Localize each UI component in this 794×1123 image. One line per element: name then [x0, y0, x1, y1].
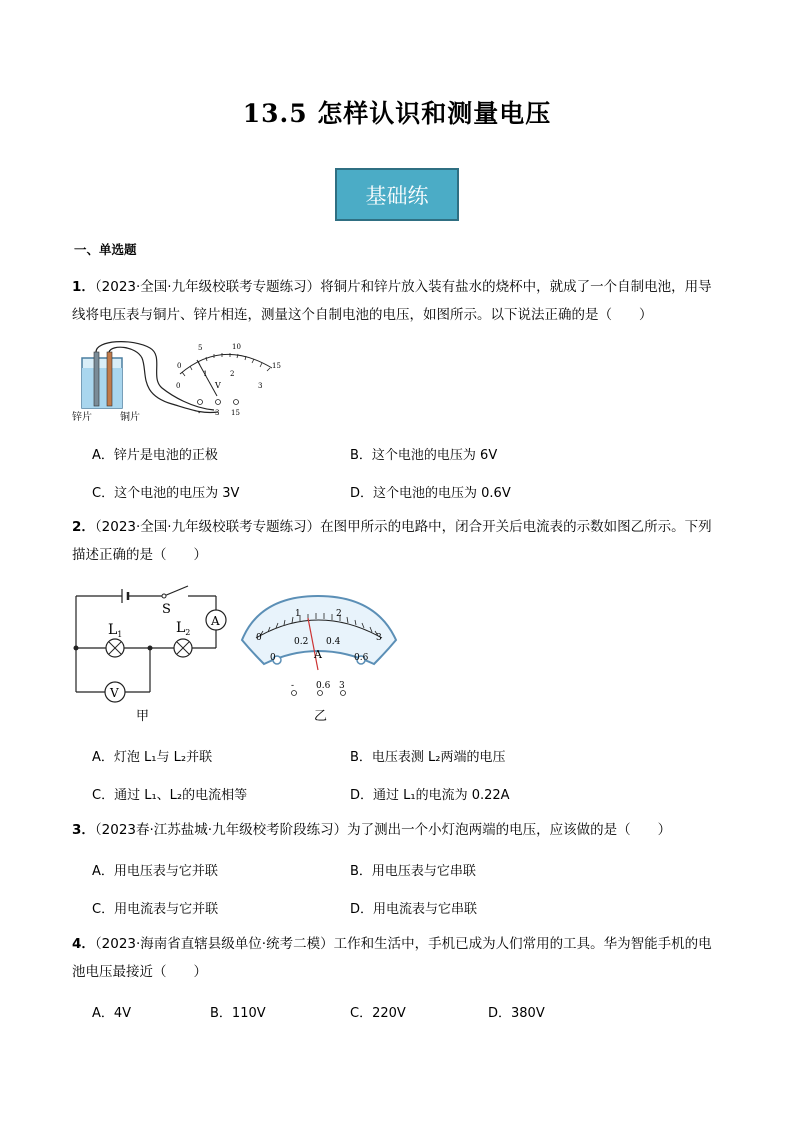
lamp-l1	[106, 639, 124, 657]
wire	[109, 347, 218, 412]
terminal-label: -	[198, 409, 201, 417]
q2-option-a: A．灯泡 L₁与 L₂并联	[92, 750, 213, 765]
q3-option-d: D．用电流表与它串联	[350, 902, 478, 917]
terminal-label: 15	[231, 409, 240, 417]
question-2	[72, 513, 724, 569]
scale-bottom-0: 0	[270, 653, 276, 663]
scale-bottom-0: 0	[176, 382, 181, 390]
scale-arc	[180, 354, 272, 374]
figure-circuit	[70, 582, 410, 727]
lamp-l2	[174, 639, 192, 657]
lamp-l1-label: $L_1$	[108, 622, 123, 639]
scale-bottom-1: 1	[203, 370, 208, 378]
unit-label: V	[215, 381, 221, 390]
q1-option-c: C．这个电池的电压为 3V	[92, 486, 240, 501]
switch-blade	[164, 586, 188, 596]
scale-top-15: 15	[272, 362, 281, 370]
zinc-label: 锌片	[72, 412, 92, 423]
scale-top-1: 1	[295, 609, 301, 619]
question-number: 4．	[72, 936, 95, 952]
question-4	[72, 930, 724, 986]
scale-top-3: 3	[376, 633, 382, 643]
question-source: （2023·海南省直辖县级单位·统考二模）	[94, 936, 334, 952]
scale-top-0: 0	[177, 362, 182, 370]
needle	[197, 360, 217, 396]
scale-top-5: 5	[198, 344, 203, 352]
terminal-label: 3	[215, 409, 220, 417]
q1-option-a: A．锌片是电池的正极	[92, 448, 218, 463]
q4-option-c: C．220V	[350, 1006, 406, 1021]
scale-top-0: 0	[256, 633, 262, 643]
voltmeter-label: V	[110, 686, 119, 700]
question-text: 为了测出一个小灯泡两端的电压，应该做的是（ ）	[347, 822, 672, 838]
copper-label: 铜片	[120, 412, 140, 423]
scale-bottom-3: 3	[258, 382, 263, 390]
question-source: （2023春·江苏盐城·九年级校考阶段练习）	[94, 822, 348, 838]
section-heading: 一、单选题	[74, 242, 137, 257]
q1-option-b: B．这个电池的电压为 6V	[350, 448, 498, 463]
caption-jia: 甲	[136, 709, 150, 724]
question-text: 工作和生活中，手机已成为人们常用的工具。华为智能手机的电池电压最接近（ ）	[72, 936, 712, 980]
q3-option-b: B．用电压表与它串联	[350, 864, 476, 879]
terminal-label: -	[291, 681, 295, 691]
unit-label: A	[314, 648, 322, 661]
terminal-label: 0.6	[316, 681, 331, 691]
question-number: 2．	[72, 519, 95, 535]
question-number: 1．	[72, 279, 95, 295]
copper-plate	[107, 352, 112, 406]
q2-option-d: D．通过 L₁的电流为 0.22A	[350, 788, 510, 803]
terminal-label: 3	[339, 681, 345, 691]
q3-option-a: A．用电压表与它并联	[92, 864, 218, 879]
question-number: 3．	[72, 822, 95, 838]
section-badge: 基础练	[335, 168, 459, 221]
question-text: 将铜片和锌片放入装有盐水的烧杯中，就成了一个自制电池，用导线将电压表与铜片、锌片相连，测量这个自制电池的电压，如图所示。以下说法正确的是（ ）	[72, 279, 712, 323]
caption-yi: 乙	[314, 709, 328, 724]
figure-battery-voltmeter	[72, 338, 292, 428]
scale-top-2: 2	[336, 609, 342, 619]
zinc-plate	[94, 352, 99, 406]
scale-bottom-2: 0.4	[326, 637, 341, 647]
scale-bottom-1: 0.2	[294, 637, 309, 647]
page-title: 13.5 怎样认识和测量电压	[242, 99, 552, 128]
scale-bottom-2: 2	[230, 370, 235, 378]
scale-bottom-3: 0.6	[354, 653, 369, 663]
lamp-l2-label: $L_2$	[176, 620, 191, 637]
question-1	[72, 273, 724, 329]
q4-option-d: D．380V	[488, 1006, 545, 1021]
question-text: 在图甲所示的电路中，闭合开关后电流表的示数如图乙所示。下列描述正确的是（ ）	[72, 519, 712, 563]
q2-option-c: C．通过 L₁、L₂的电流相等	[92, 788, 248, 803]
q2-option-b: B．电压表测 L₂两端的电压	[350, 750, 506, 765]
switch-label: S	[162, 602, 171, 617]
question-source: （2023·全国·九年级校联考专题练习）	[94, 279, 321, 295]
scale-top-10: 10	[232, 343, 241, 351]
question-3	[72, 816, 724, 844]
q1-option-d: D．这个电池的电压为 0.6V	[350, 486, 511, 501]
question-source: （2023·全国·九年级校联考专题练习）	[94, 519, 321, 535]
ammeter-label: A	[211, 614, 220, 628]
q3-option-c: C．用电流表与它并联	[92, 902, 219, 917]
q4-option-b: B．110V	[210, 1006, 266, 1021]
q4-option-a: A．4V	[92, 1006, 132, 1021]
